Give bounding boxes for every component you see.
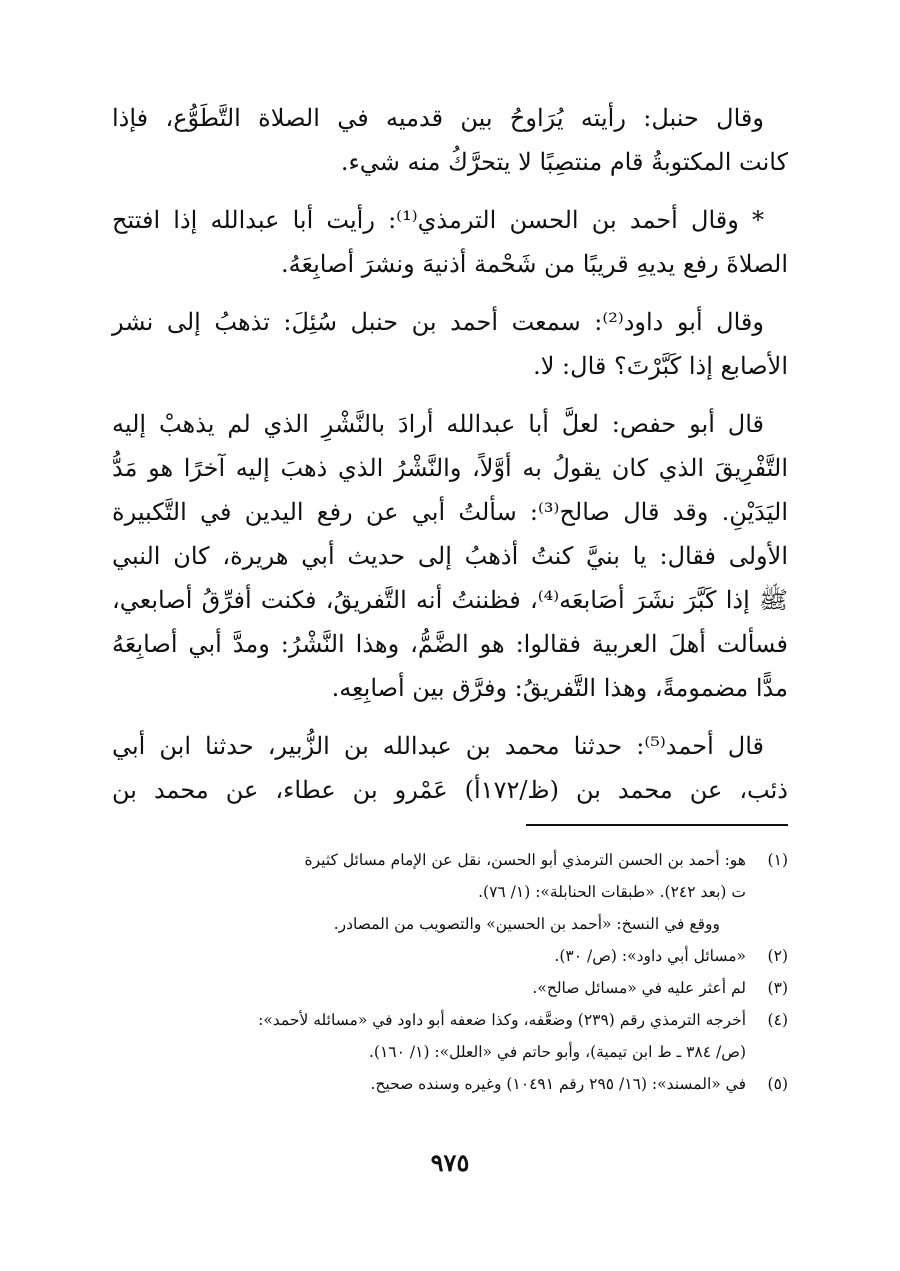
text-line: التَّفْرِيقَ الذي كان يقولُ به أوَّلاً، والنَّشْرُ الذي ذهبَ إليه آخرًا هو مَدُّ xyxy=(112,454,788,482)
footnote-1 xyxy=(112,844,788,908)
paragraph-abu-hafs xyxy=(112,402,788,710)
text-line: وقال حنبل: رأيته يُرَاوحُ بين قدميه في الصلاة التَّطَوُّع، فإذا xyxy=(112,104,764,132)
main-text xyxy=(112,96,788,812)
footnote-line: ووقع في النسخ: «أحمد بن الحسين» والتصويب من المصادر. xyxy=(333,915,720,933)
footnote-line: في «المسند»: (١٦/ ٢٩٥ رقم ١٠٤٩١) وغيره وسنده صحيح. xyxy=(370,1075,746,1093)
footnote-text xyxy=(112,844,746,908)
text-line: ﷺ إذا كَبَّرَ نشَرَ أصَابعَه⁽⁴⁾، فظننتُ أنه التَّفريقُ، فكنت أفرِّقُ أصابعي، xyxy=(112,586,789,614)
footnote-line: هو: أحمد بن الحسن الترمذي أبو الحسن، نقل عن الإمام مسائل كثيرة xyxy=(304,851,746,869)
footnote-text xyxy=(112,940,746,972)
footnote-number: (٢) xyxy=(767,947,788,965)
text-line: مدًّا مضمومةً، وهذا التَّفريقُ: وفرَّق بين أصابِعِه. xyxy=(331,674,788,702)
footnote-2 xyxy=(112,940,788,972)
footnote-5 xyxy=(112,1068,788,1100)
paragraph-ahmad-hadith xyxy=(112,724,788,812)
text-line: الأصابع إذا كَبَّرْتَ؟ قال: لا. xyxy=(533,352,788,380)
footnote-separator xyxy=(526,824,788,826)
text-line: قال أحمد⁽⁵⁾: حدثنا محمد بن عبدالله بن الزُّبير، حدثنا ابن أبي xyxy=(112,732,765,760)
footnote-number: (٤) xyxy=(767,1011,788,1029)
footnote-line: (ص/ ٣٨٤ ـ ط ابن تيمية)، وأبو حاتم في «العلل»: (١/ ١٦٠). xyxy=(369,1043,746,1061)
footnote-text xyxy=(112,1004,746,1068)
footnote-text xyxy=(112,1068,746,1100)
text-line: اليَدَيْنِ. وقد قال صالح⁽³⁾: سألتُ أبي عن رفع اليدين في التَّكبيرة xyxy=(112,498,789,526)
text-line: الصلاةَ رفع يديهِ قريبًا من شَحْمة أذنيهَ ونشرَ أصابِعَهُ. xyxy=(281,250,788,278)
footnote-number: (١) xyxy=(767,851,788,869)
footnote-line: لم أعثر عليه في «مسائل صالح». xyxy=(532,979,746,997)
text-line: ذئب، عن محمد بن (ظ/١٧٢أ) عَمْرو بن عطاء، عن محمد بن xyxy=(112,776,788,804)
paragraph-tirmidhi xyxy=(112,198,788,286)
footnote-text xyxy=(112,908,720,940)
footnote-line: ت (بعد ٢٤٢). «طبقات الحنابلة»: (١/ ٧٦). xyxy=(478,883,746,901)
document-page xyxy=(112,96,788,1246)
footnote-text xyxy=(112,972,746,1004)
footnote-3 xyxy=(112,972,788,1004)
text-line: كانت المكتوبةُ قام منتصِبًا لا يتحرَّكُ منه شيء. xyxy=(340,148,788,176)
footnotes xyxy=(112,844,788,1100)
footnote-number: (٥) xyxy=(767,1075,788,1093)
text-line: وقال أبو داود⁽²⁾: سمعت أحمد بن حنبل سُئِلَ: تذهبُ إلى نشر xyxy=(112,308,764,336)
page-number: ٩٧٥ xyxy=(430,1148,470,1177)
footnote-line: «مسائل أبي داود»: (ص/ ٣٠). xyxy=(554,947,746,965)
footnote-line: أخرجه الترمذي رقم (٢٣٩) وضعَّفه، وكذا ضعفه أبو داود في «مسائله لأحمد»: xyxy=(258,1011,746,1029)
text-line: الأولى فقال: يا بنيَّ كنتُ أذهبُ إلى حديث أبي هريرة، كان النبي xyxy=(112,542,788,570)
footnote-4 xyxy=(112,1004,788,1068)
footnote-number: (٣) xyxy=(767,979,788,997)
text-line: قال أبو حفص: لعلَّ أبا عبدالله أرادَ بالنَّشْرِ الذي لم يذهبْ إليه xyxy=(112,410,764,438)
footnote-1-note xyxy=(112,908,788,940)
paragraph-hanbal xyxy=(112,96,788,184)
text-line: فسألت أهلَ العربية فقالوا: هو الضَّمُّ، وهذا النَّشْرُ: ومدَّ أبي أصابِعَهُ xyxy=(112,630,788,658)
text-line: * وقال أحمد بن الحسن الترمذي⁽¹⁾: رأيت أبا عبدالله إذا افتتح xyxy=(112,206,764,234)
paragraph-abu-dawud xyxy=(112,300,788,388)
